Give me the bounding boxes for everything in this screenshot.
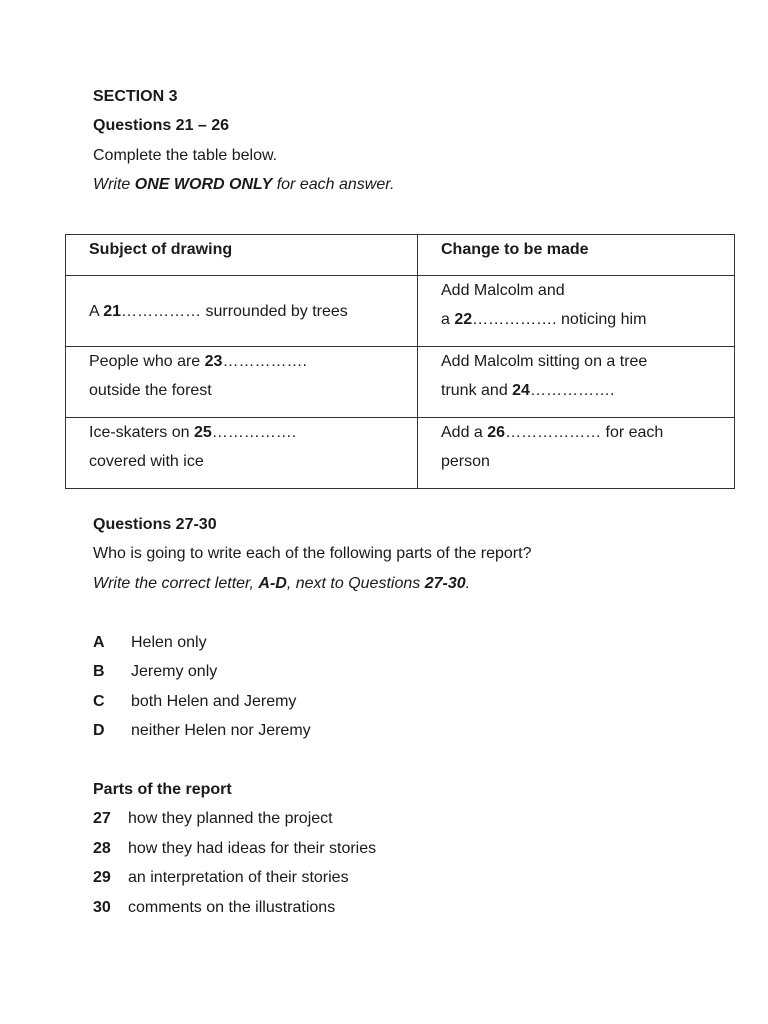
option-letter: D (93, 722, 105, 739)
part-number: 29 (93, 869, 111, 886)
part-text: how they had ideas for their stories (128, 840, 377, 857)
answer-gap: ……………. noticing him (472, 311, 647, 328)
header-change: Change to be made (418, 235, 735, 276)
option-letter: A (93, 634, 105, 651)
table-cell (66, 418, 418, 489)
cell-text: outside the forest (89, 382, 212, 399)
option-text: both Helen and Jeremy (131, 693, 297, 710)
cell-line (89, 418, 417, 447)
part-number: 27 (93, 810, 111, 827)
table-cell (66, 347, 418, 418)
letter-range: A-D (258, 575, 287, 592)
cell-text: A (89, 302, 104, 320)
write-instruction-pre: Write the correct letter, (93, 575, 259, 592)
instruction: Complete the table below. (93, 147, 278, 164)
answer-gap: …………… surrounded by trees (121, 302, 348, 320)
cell-text: a (441, 311, 455, 328)
option-text: Helen only (131, 634, 207, 651)
cell-text: Add Malcolm and (441, 282, 565, 299)
question-range: Questions 21 – 26 (93, 117, 230, 134)
cell-text: People who are (89, 353, 205, 370)
cell-text: covered with ice (89, 453, 204, 470)
part-item (93, 898, 335, 918)
answer-gap: ……………. (211, 424, 297, 441)
option-text: Jeremy only (131, 663, 218, 680)
option-item (93, 721, 311, 741)
cell-line (441, 376, 734, 405)
write-instruction-pre: Write (93, 176, 135, 193)
question-numbers: 27-30 (424, 575, 466, 592)
part-number: 28 (93, 840, 111, 857)
question-number: 25 (193, 424, 212, 441)
question-number: 22 (454, 311, 473, 328)
answer-gap: ……………. (222, 353, 307, 370)
write-instruction-post: . (465, 575, 471, 592)
write-instruction-post: for each answer. (272, 176, 395, 193)
table-cell (418, 418, 735, 489)
cell-line (89, 347, 417, 376)
answer-gap: ……………… for each (505, 424, 664, 441)
cell-text: Ice-skaters on (89, 424, 194, 441)
cell-text: Add Malcolm sitting on a tree (441, 353, 648, 370)
part-number: 30 (93, 899, 111, 916)
option-item (93, 662, 217, 682)
part-item (93, 809, 333, 829)
completion-table (65, 234, 735, 489)
table-row (66, 418, 735, 489)
cell-text: Add a (441, 424, 488, 441)
part-item (93, 868, 349, 888)
question-number: 26 (487, 424, 506, 441)
option-item (93, 633, 207, 653)
table-cell (418, 347, 735, 418)
answer-gap: ……………. (529, 382, 615, 399)
option-letter: C (93, 693, 105, 710)
write-instruction-bold: ONE WORD ONLY (134, 176, 273, 193)
cell-text: person (441, 453, 490, 470)
question-number: 24 (512, 382, 530, 399)
write-instruction-2 (93, 574, 470, 594)
question-number: 21 (103, 302, 122, 320)
option-letter: B (93, 663, 105, 680)
question-range-2: Questions 27-30 (93, 516, 217, 533)
cell-line (441, 418, 734, 447)
write-instruction (93, 175, 394, 195)
header-subject: Subject of drawing (66, 235, 418, 276)
table-row (66, 347, 735, 418)
question-text: Who is going to write each of the following parts of the report? (93, 545, 532, 562)
table-row (66, 276, 735, 347)
cell-line (441, 305, 734, 334)
parts-title: Parts of the report (93, 781, 232, 798)
section-title: SECTION 3 (93, 88, 178, 105)
write-instruction-mid: , next to Questions (286, 575, 425, 592)
part-text: how they planned the project (128, 810, 333, 827)
cell-text: trunk and (441, 382, 513, 399)
option-text: neither Helen nor Jeremy (131, 722, 311, 739)
option-item (93, 692, 296, 712)
table-header-row (66, 235, 735, 276)
table-cell (418, 276, 735, 347)
part-text: an interpretation of their stories (128, 869, 349, 886)
part-item (93, 839, 376, 859)
question-number: 23 (204, 353, 223, 370)
table-cell (66, 276, 418, 347)
part-text: comments on the illustrations (128, 899, 336, 916)
